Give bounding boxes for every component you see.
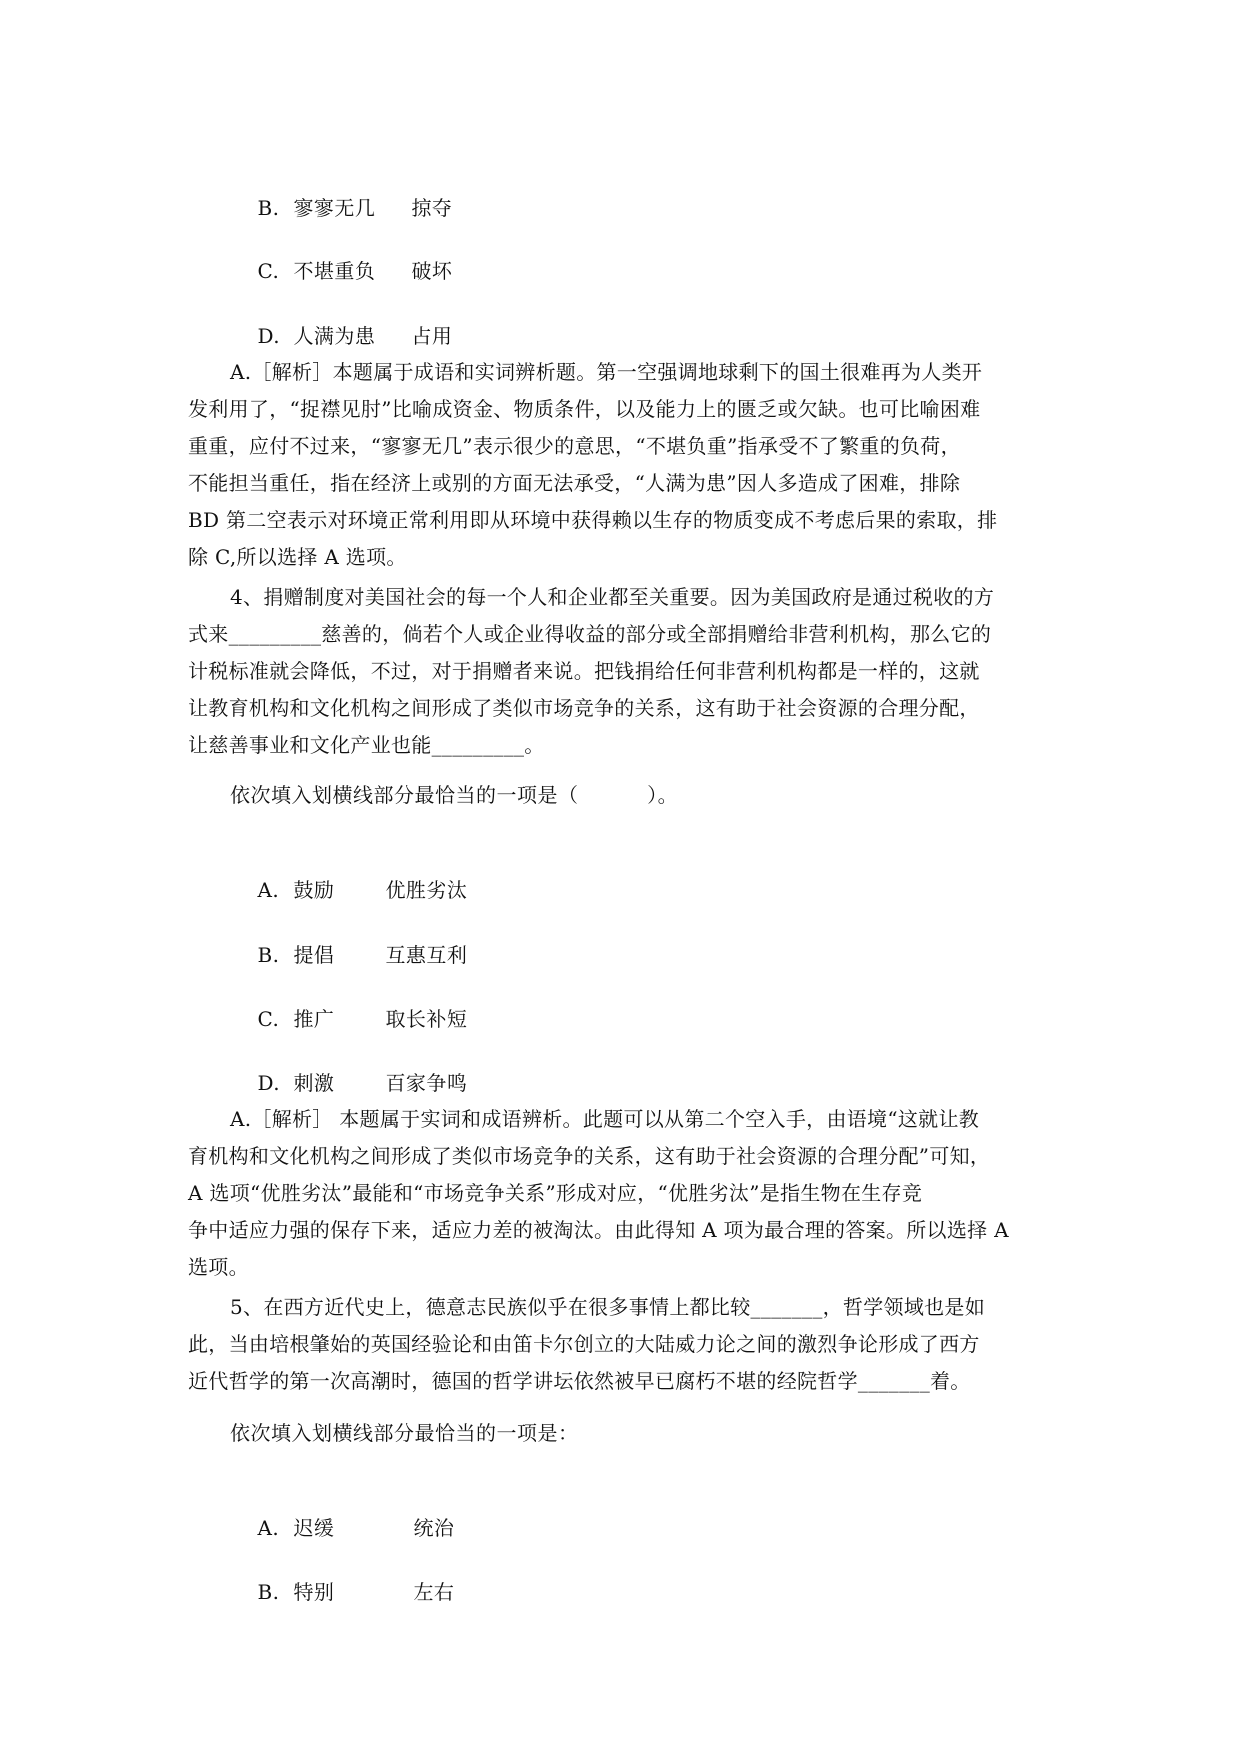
option-word-1: 提倡 bbox=[293, 943, 335, 967]
analysis-line: 育机构和文化机构之间形成了类似市场竞争的关系，这有助于社会资源的合理分配”可知， bbox=[188, 1144, 991, 1168]
option-letter: B. bbox=[257, 943, 280, 967]
option-word-2: 取长补短 bbox=[385, 1007, 468, 1031]
stem-line: 近代哲学的第一次高潮时，德国的哲学讲坛依然被早已腐朽不堪的经院哲学_______着。 bbox=[188, 1369, 971, 1393]
stem-line: 让慈善事业和文化产业也能_________。 bbox=[188, 733, 545, 757]
analysis-line: 选项。 bbox=[188, 1255, 249, 1279]
stem-line: 让教育机构和文化机构之间形成了类似市场竞争的关系，这有助于社会资源的合理分配， bbox=[188, 696, 980, 720]
option-word-2: 百家争鸣 bbox=[385, 1071, 468, 1095]
analysis-q3 bbox=[188, 354, 1058, 576]
option-word-2: 破坏 bbox=[411, 259, 453, 283]
analysis-line: 不能担当重任，指在经济上或别的方面无法承受，“人满为患”因人多造成了困难，排除 bbox=[188, 471, 961, 495]
option-letter: D. bbox=[257, 324, 281, 348]
option-word-2: 掠夺 bbox=[411, 196, 453, 220]
option-letter: B. bbox=[257, 1580, 280, 1604]
option-letter: A. bbox=[257, 1516, 280, 1540]
analysis-line: 发利用了，“捉襟见肘”比喻成资金、物质条件，以及能力上的匮乏或欠缺。也可比喻困难 bbox=[188, 397, 981, 421]
option-word-1: 鼓励 bbox=[293, 878, 335, 902]
option-word-1: 刺激 bbox=[293, 1071, 335, 1095]
analysis-line: A.［解析］本题属于成语和实词辨析题。第一空强调地球剩下的国土很难再为人类开 bbox=[230, 360, 983, 384]
option-word-1: 推广 bbox=[293, 1007, 335, 1031]
question-5-prompt: 依次填入划横线部分最恰当的一项是： bbox=[230, 1421, 579, 1445]
stem-line: 式来_________慈善的，倘若个人或企业得收益的部分或全部捐赠给非营利机构，那么它的 bbox=[188, 622, 992, 646]
analysis-line: 重重，应付不过来，“寥寥无几”表示很少的意思，“不堪负重”指承受不了繁重的负荷， bbox=[188, 434, 961, 458]
option-letter: A. bbox=[257, 878, 280, 902]
option-word-1: 不堪重负 bbox=[293, 259, 376, 283]
stem-line: 此，当由培根肇始的英国经验论和由笛卡尔创立的大陆威力论之间的激烈争论形成了西方 bbox=[188, 1332, 980, 1356]
analysis-q4 bbox=[188, 1101, 1058, 1286]
option-letter: C. bbox=[257, 1007, 280, 1031]
stem-line: 计税标准就会降低，不过，对于捐赠者来说。把钱捐给任何非营利机构都是一样的，这就 bbox=[188, 659, 980, 683]
option-word-2: 互惠互利 bbox=[385, 943, 468, 967]
analysis-line: BD 第二空表示对环境正常利用即从环境中获得赖以生存的物质变成不考虑后果的索取，排 bbox=[188, 508, 998, 532]
stem-line: 5、在西方近代史上，德意志民族似乎在很多事情上都比较_______，哲学领域也是如 bbox=[230, 1295, 986, 1319]
option-word-1: 迟缓 bbox=[293, 1516, 335, 1540]
question-4-stem bbox=[188, 579, 1058, 764]
question-5-stem bbox=[188, 1289, 1058, 1400]
option-letter: C. bbox=[257, 259, 280, 283]
analysis-line: 争中适应力强的保存下来，适应力差的被淘汰。由此得知 A 项为最合理的答案。所以选择 A bbox=[188, 1218, 1009, 1242]
analysis-line: A.［解析］ 本题属于实词和成语辨析。此题可以从第二个空入手，由语境“这就让教 bbox=[230, 1107, 980, 1131]
analysis-line: 除 C,所以选择 A 选项。 bbox=[188, 545, 407, 569]
option-word-2: 优胜劣汰 bbox=[385, 878, 468, 902]
analysis-line: A 选项“优胜劣汰”最能和“市场竞争关系”形成对应，“优胜劣汰”是指生物在生存竞 bbox=[188, 1181, 923, 1205]
option-word-2: 左右 bbox=[413, 1580, 455, 1604]
option-word-1: 人满为患 bbox=[293, 324, 376, 348]
option-word-1: 特别 bbox=[293, 1580, 335, 1604]
stem-line: 4、捐赠制度对美国社会的每一个人和企业都至关重要。因为美国政府是通过税收的方 bbox=[230, 585, 995, 609]
option-word-2: 占用 bbox=[411, 324, 453, 348]
option-word-2: 统治 bbox=[413, 1516, 455, 1540]
option-b-q5 bbox=[230, 1547, 454, 1637]
option-letter: D. bbox=[257, 1071, 281, 1095]
option-letter: B. bbox=[257, 196, 280, 220]
option-word-1: 寥寥无几 bbox=[293, 196, 376, 220]
question-4-prompt: 依次填入划横线部分最恰当的一项是（ ）。 bbox=[230, 783, 679, 807]
